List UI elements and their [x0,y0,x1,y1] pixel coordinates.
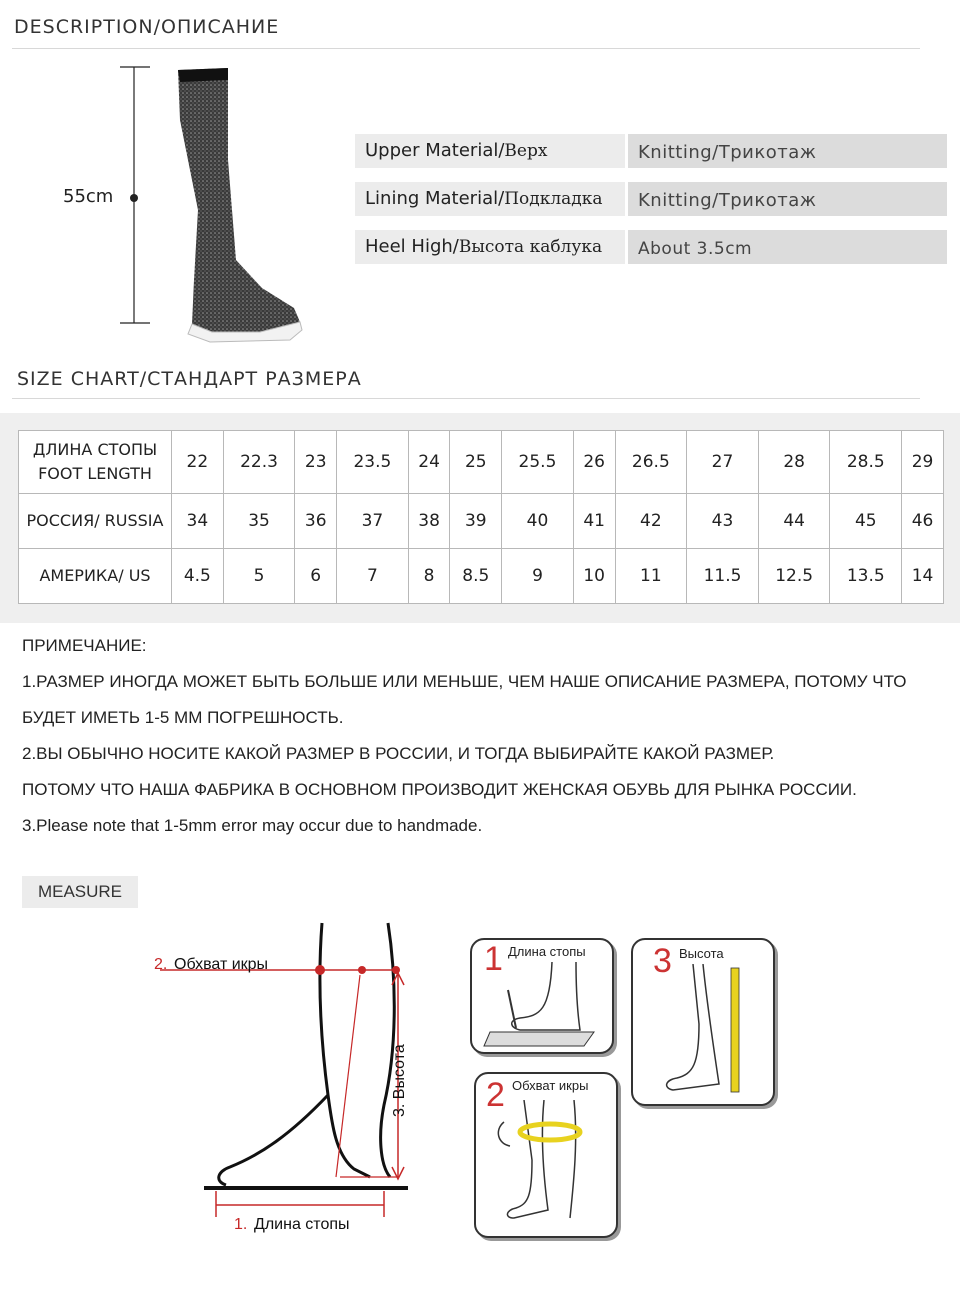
table-row-foot-length [19,431,944,494]
spec-row-upper [355,134,947,168]
foot-length-illustration [480,962,604,1048]
table-cell: 13.5 [830,549,902,604]
spec-label: Heel High/Высота каблука [355,230,625,264]
boot-illustration [110,60,320,350]
notes-block [22,634,942,850]
table-cell: 11.5 [687,549,759,604]
table-cell: 40 [502,494,574,549]
row-header: РОССИЯ/ RUSSIA [19,494,172,549]
table-cell: 45 [830,494,902,549]
size-chart-title: SIZE CHART/СТАНДАРТ РАЗМЕРА [17,368,362,390]
card-number: 3 [653,942,672,980]
table-cell: 36 [295,494,337,549]
spec-row-lining [355,182,947,216]
table-cell: 14 [902,549,944,604]
table-cell: 5 [223,549,295,604]
measure-card-height [631,938,775,1106]
leg-measure-diagram [140,915,420,1235]
length-label: Длина стопы [254,1216,350,1233]
table-cell: 42 [615,494,687,549]
size-chart-table [18,430,944,604]
table-cell: 46 [902,494,944,549]
row-header: ДЛИНА СТОПЫ FOOT LENGTH [19,431,172,494]
table-cell: 12.5 [758,549,830,604]
note-line: 1.РАЗМЕР ИНОГДА МОЖЕТ БЫТЬ БОЛЬШЕ ИЛИ МЕНЬШЕ, ЧЕМ НАШЕ ОПИСАНИЕ РАЗМЕРА, ПОТОМУ ЧТО [22,672,907,691]
measure-card-calf [474,1072,618,1238]
measure-card-foot-length [470,938,614,1054]
table-cell: 25 [450,431,502,494]
table-cell: 28.5 [830,431,902,494]
table-cell: 6 [295,549,337,604]
table-cell: 11 [615,549,687,604]
spec-value: Knitting/Трикотаж [628,134,947,168]
calf-circumference-illustration [484,1100,608,1230]
table-cell: 8 [408,549,450,604]
note-line: 3.Please note that 1-5mm error may occur due to handmade. [22,816,483,835]
row-header: АМЕРИКА/ US [19,549,172,604]
table-row-russia [19,494,944,549]
table-cell: 7 [337,549,409,604]
height-label: 55cm [63,186,114,207]
length-number: 1. [234,1216,248,1233]
table-cell: 25.5 [502,431,574,494]
table-cell: 41 [573,494,615,549]
note-line: ПОТОМУ ЧТО НАША ФАБРИКА В ОСНОВНОМ ПРОИЗВОДИТ ЖЕНСКАЯ ОБУВЬ ДЛЯ РЫНКА РОССИИ. [22,780,857,799]
table-cell: 34 [172,494,224,549]
card-caption: Длина стопы [508,944,586,959]
table-cell: 35 [223,494,295,549]
table-cell: 38 [408,494,450,549]
spec-label: Lining Material/Подкладка [355,182,625,216]
description-title: DESCRIPTION/ОПИСАНИЕ [14,16,280,38]
table-cell: 10 [573,549,615,604]
table-cell: 22.3 [223,431,295,494]
table-cell: 26 [573,431,615,494]
table-cell: 29 [902,431,944,494]
table-cell: 24 [408,431,450,494]
spec-row-heel [355,230,947,264]
notes-heading: ПРИМЕЧАНИЕ: [22,636,147,655]
leg-height-illustration [643,964,767,1100]
table-cell: 39 [450,494,502,549]
table-cell: 28 [758,431,830,494]
note-line: БУДЕТ ИМЕТЬ 1-5 ММ ПОГРЕШНОСТЬ. [22,708,344,727]
table-cell: 27 [687,431,759,494]
table-cell: 44 [758,494,830,549]
card-number: 2 [486,1076,505,1114]
size-chart-divider [12,398,920,399]
spec-value: About 3.5cm [628,230,947,264]
description-divider [12,48,920,49]
calf-label: Обхват икры [174,956,269,973]
height-measure-label: 3. Высота [391,1044,408,1117]
card-caption: Высота [679,946,724,961]
spec-label: Upper Material/Верх [355,134,625,168]
table-cell: 37 [337,494,409,549]
table-cell: 22 [172,431,224,494]
measure-tag: MEASURE [22,876,138,908]
table-cell: 9 [502,549,574,604]
table-cell: 43 [687,494,759,549]
table-cell: 26.5 [615,431,687,494]
card-number: 1 [484,940,503,978]
table-cell: 8.5 [450,549,502,604]
table-cell: 23.5 [337,431,409,494]
table-row-us [19,549,944,604]
table-cell: 4.5 [172,549,224,604]
card-caption: Обхват икры [512,1078,589,1093]
calf-number: 2. [154,956,168,973]
spec-value: Knitting/Трикотаж [628,182,947,216]
note-line: 2.ВЫ ОБЫЧНО НОСИТЕ КАКОЙ РАЗМЕР В РОССИИ, И ТОГДА ВЫБИРАЙТЕ КАКОЙ РАЗМЕР. [22,744,775,763]
table-cell: 23 [295,431,337,494]
